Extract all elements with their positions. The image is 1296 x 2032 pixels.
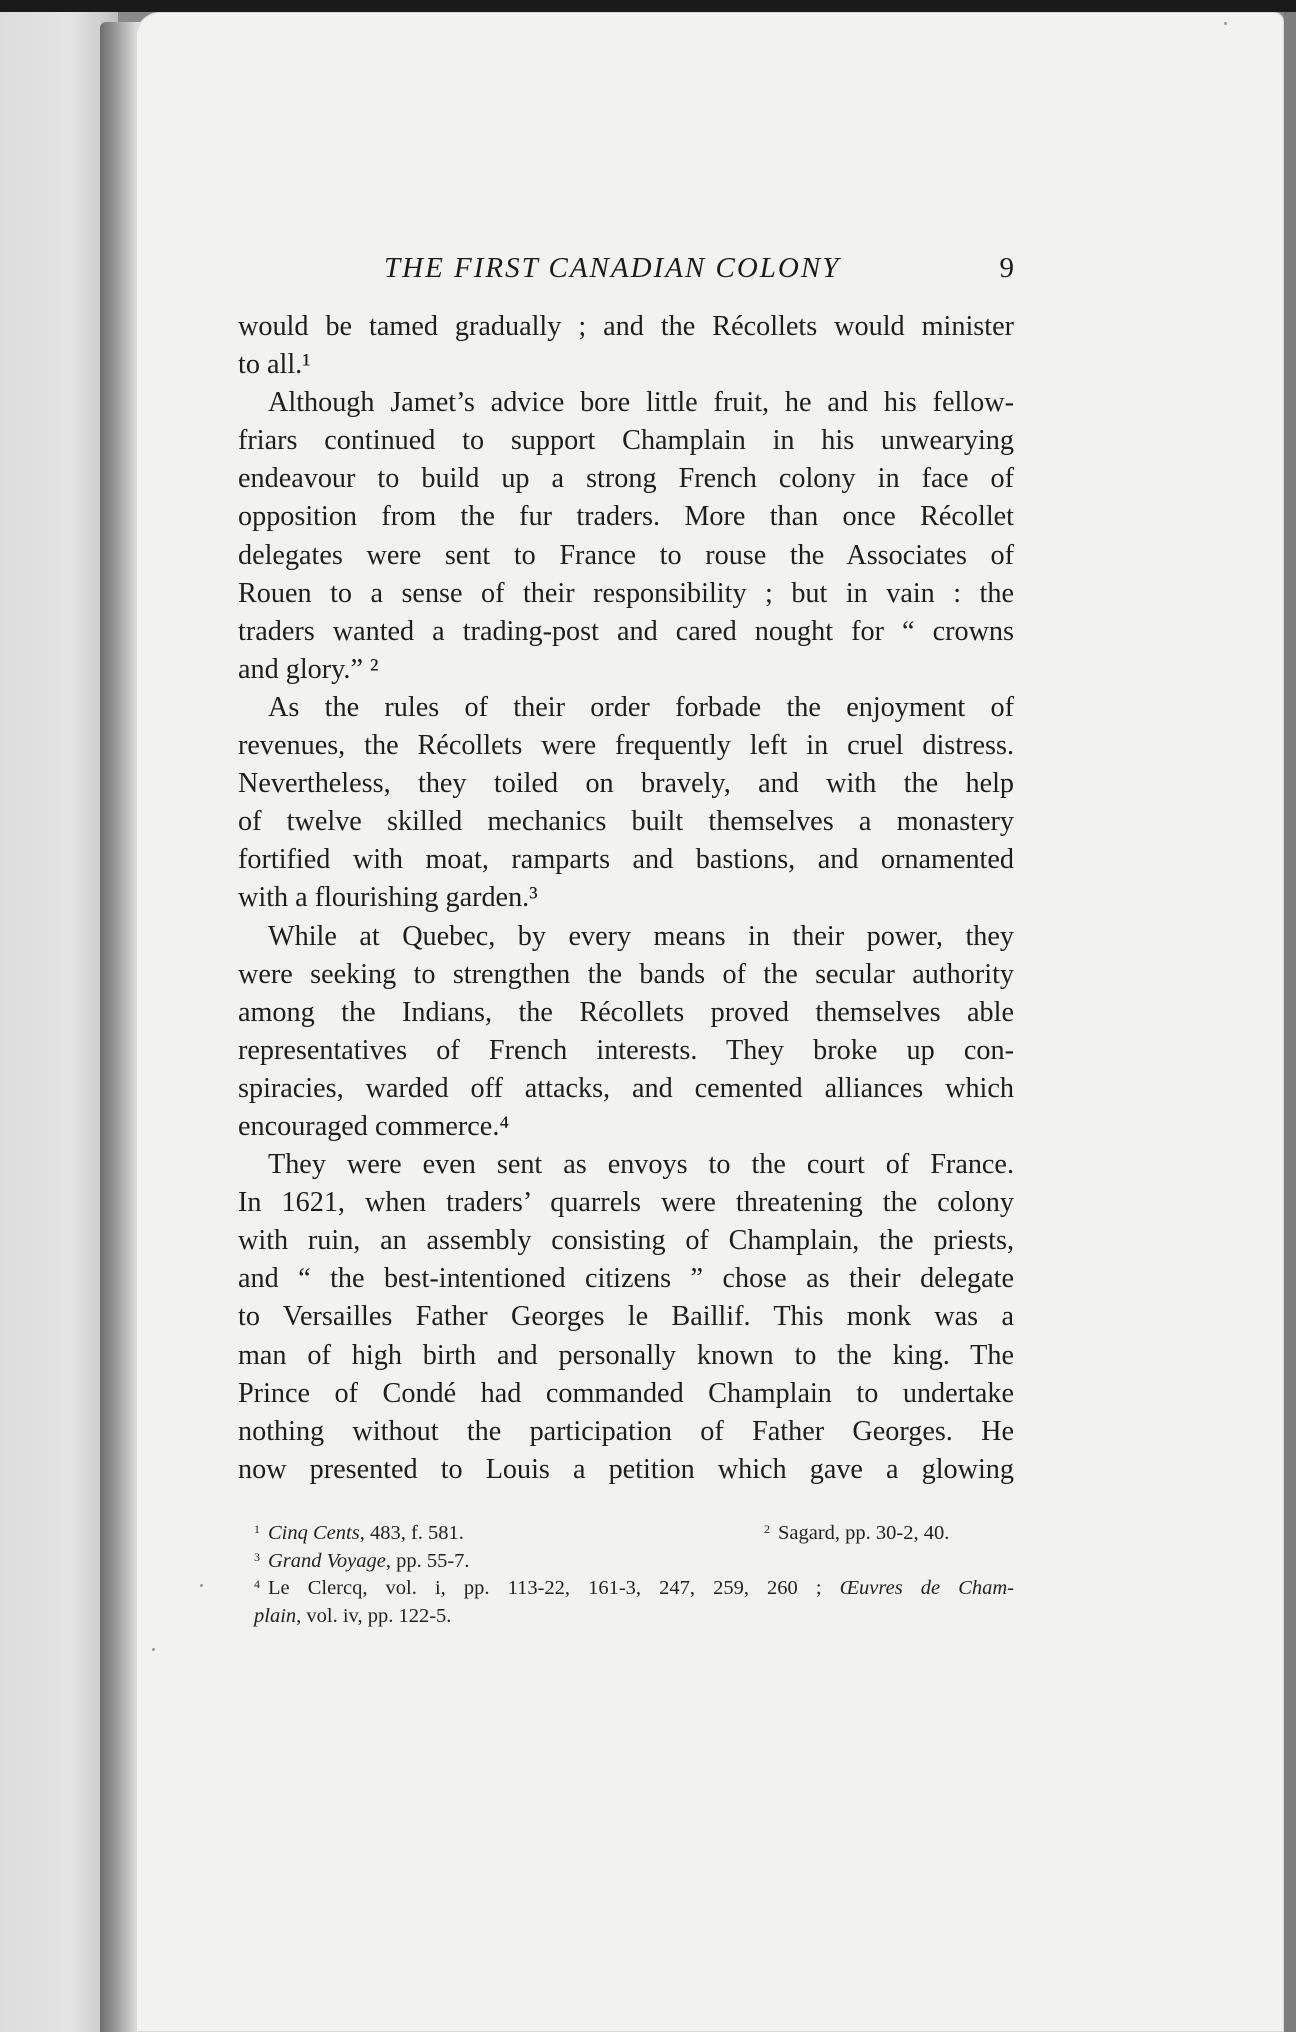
scan-right-edge xyxy=(1284,12,1296,2032)
text-line: representatives of French interests. They broke up con- xyxy=(238,1034,1014,1066)
text-line: revenues, the Récollets were frequently left in cruel distress. xyxy=(238,730,1014,762)
paper-speck xyxy=(200,1584,203,1587)
footnote-text: , 483, f. 581. xyxy=(359,1522,464,1544)
footnote-row xyxy=(254,1516,1014,1544)
text-line: with a flourishing garden.³ xyxy=(238,882,538,914)
text-line: opposition from the fur traders. More than once Récollet xyxy=(238,501,1014,533)
text-line: now presented to Louis a petition which gave a glowing xyxy=(238,1453,1014,1485)
footnotes xyxy=(254,1516,1014,1630)
text-line: and “ the best-intentioned citizens ” chose as their delegate xyxy=(238,1263,1014,1295)
footnote-3 xyxy=(254,1544,470,1576)
text-line: delegates were sent to France to rouse the Associates of xyxy=(238,539,1014,571)
footnote-text: Sagard, pp. 30-2, 40. xyxy=(778,1522,950,1544)
paragraph-start: Although Jamet’s advice bore little fruit, he and his fellow- xyxy=(268,387,1014,419)
footnote-mark: 3 xyxy=(254,1549,260,1564)
text-line: spiracies, warded off attacks, and cemented alliances which xyxy=(238,1072,1014,1104)
footnote-mark: 2 xyxy=(764,1522,770,1536)
book-gutter xyxy=(100,22,140,2032)
text-line: and glory.” ² xyxy=(238,653,379,685)
footnote-text: , pp. 55-7. xyxy=(385,1549,470,1572)
footnote-title: Cinq Cents xyxy=(268,1522,360,1544)
footnote-4 xyxy=(254,1571,1014,1603)
footnote-title: plain xyxy=(254,1604,297,1627)
text-line: of twelve skilled mechanics built themselves a monastery xyxy=(238,806,1014,838)
paragraph-start: As the rules of their order forbade the enjoyment of xyxy=(268,691,1014,723)
footnote-4-continued xyxy=(254,1603,1014,1631)
text-line: Rouen to a sense of their responsibility ; but in vain : the xyxy=(238,577,1014,609)
text-line: Nevertheless, they toiled on bravely, and with the help xyxy=(238,768,1014,800)
body-text xyxy=(238,308,1014,1489)
text-line: with ruin, an assembly consisting of Champlain, the priests, xyxy=(238,1225,1014,1257)
paper-speck xyxy=(152,1648,155,1651)
text-line: nothing without the participation of Father Georges. He xyxy=(238,1415,1014,1447)
text-line: friars continued to support Champlain in his unwearying xyxy=(238,425,1014,457)
running-head: THE FIRST CANADIAN COLONY xyxy=(384,252,841,284)
text-line: In 1621, when traders’ quarrels were threatening the colony xyxy=(238,1187,1014,1219)
footnote-row xyxy=(254,1544,1014,1572)
paragraph-start: They were even sent as envoys to the court of France. xyxy=(268,1149,1014,1181)
text-line: traders wanted a trading-post and cared nought for “ crowns xyxy=(238,615,1014,647)
text-line: would be tamed gradually ; and the Récollets would minister xyxy=(238,311,1014,342)
footnote-title: Œuvres de Cham- xyxy=(839,1577,1015,1599)
footnote-title: Grand Voyage xyxy=(268,1549,386,1572)
footnote-text: , vol. iv, pp. 122-5. xyxy=(296,1604,452,1627)
footnote-mark: 1 xyxy=(254,1522,260,1536)
text-line: to Versailles Father Georges le Baillif. This monk was a xyxy=(238,1301,1014,1333)
text-line: among the Indians, the Récollets proved themselves able xyxy=(238,996,1014,1028)
text-line: fortified with moat, ramparts and bastions, and ornamented xyxy=(238,844,1014,876)
paper-speck xyxy=(1224,22,1227,25)
page-header xyxy=(384,252,1014,292)
text-line: endeavour to build up a strong French colony in face of xyxy=(238,463,1014,495)
text-line: were seeking to strengthen the bands of the secular authority xyxy=(238,958,1014,990)
scan-top-edge xyxy=(0,0,1296,12)
footnote-mark: 4 xyxy=(254,1577,260,1591)
text-line: to all.¹ xyxy=(238,349,311,381)
text-line: man of high birth and personally known to the king. The xyxy=(238,1339,1014,1371)
page-number: 9 xyxy=(999,252,1014,284)
paragraph-start: While at Quebec, by every means in their power, they xyxy=(268,920,1014,952)
text-line: encouraged commerce.⁴ xyxy=(238,1110,510,1142)
footnote-text: Le Clercq, vol. i, pp. 113-22, 161-3, 247, 259, 260 ; xyxy=(268,1577,822,1599)
text-line: Prince of Condé had commanded Champlain to undertake xyxy=(238,1377,1014,1409)
